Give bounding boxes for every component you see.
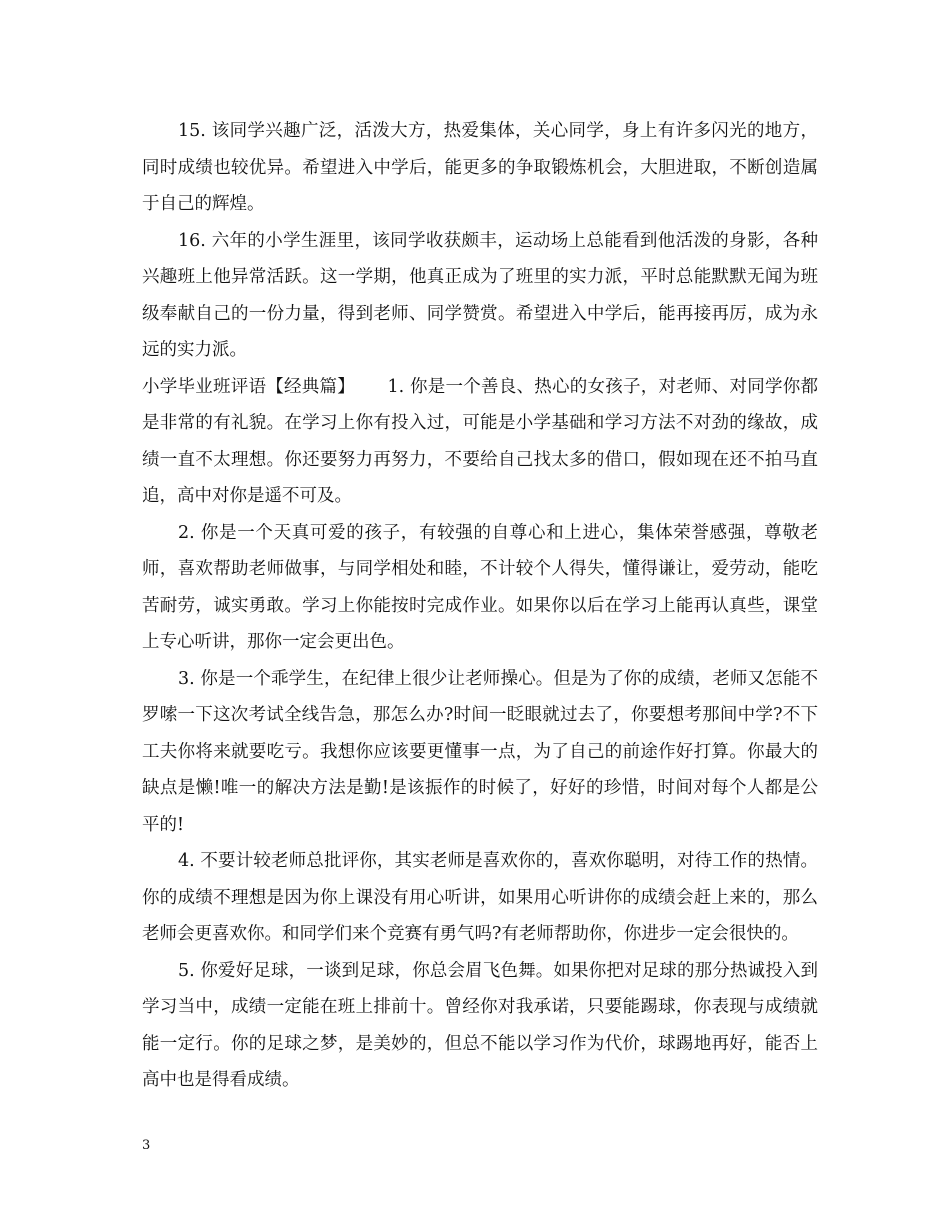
comment-paragraph-16: 16. 六年的小学生涯里，该同学收获颇丰，运动场上总能看到他活泼的身影，各种兴趣班上他异常活跃。这一学期，他真正成为了班里的实力派，平时总能默默无闻为班级奉献自己的一份力量，得到老师、同学赞赏。希望进入中学后，能再接再厉，成为永远的实力派。 — [142, 230, 818, 360]
classic-section-paragraph-1 — [142, 369, 818, 515]
comment-paragraph-4: 4. 不要计较老师总批评你，其实老师是喜欢你的，喜欢你聪明，对待工作的热情。你的成绩不理想是因为你上课没有用心听讲，如果用心听讲你的成绩会赶上来的，那么老师会更喜欢你。和同学们来个竞赛有勇气吗?有老师帮助你，你进步一定会很快的。 — [142, 851, 818, 944]
comment-paragraph-3: 3. 你是一个乖学生，在纪律上很少让老师操心。但是为了你的成绩，老师又怎能不罗嗦一下这次考试全线告急，那怎么办?时间一眨眼就过去了，你要想考那间中学?不下工夫你将来就要吃亏。我想你应该要更懂事一点，为了自己的前途作好打算。你最大的缺点是懒!唯一的解决方法是勤!是该振作的时候了，好好的珍惜，时间对每个人都是公平的! — [142, 668, 818, 835]
comment-paragraph-5: 5. 你爱好足球，一谈到足球，你总会眉飞色舞。如果你把对足球的那分热诚投入到学习当中，成绩一定能在班上排前十。曾经你对我承诺，只要能踢球，你表现与成绩就能一定行。你的足球之梦，是美妙的，但总不能以学习作为代价，球踢地再好，能否上高中也是得看成绩。 — [142, 960, 818, 1090]
document-body — [142, 113, 818, 1099]
comment-paragraph-2: 2. 你是一个天真可爱的孩子，有较强的自尊心和上进心，集体荣誉感强，尊敬老师，喜欢帮助老师做事，与同学相处和睦，不计较个人得失，懂得谦让，爱劳动，能吃苦耐劳，诚实勇敢。学习上你能按时完成作业。如果你以后在学习上能再认真些，课堂上专心听讲，那你一定会更出色。 — [142, 522, 818, 652]
page-number: 3 — [142, 1138, 151, 1153]
section-heading: 小学毕业班评语【经典篇】 — [142, 376, 347, 397]
comment-paragraph-15: 15. 该同学兴趣广泛，活泼大方，热爱集体，关心同学，身上有许多闪光的地方，同时成绩也较优异。希望进入中学后，能更多的争取锻炼机会，大胆进取，不断创造属于自己的辉煌。 — [142, 121, 818, 214]
comment-text-1: 1. 你是一个善良、热心的女孩子，对老师、对同学你都是非常的有礼貌。在学习上你有投入过，可能是小学基础和学习方法不对劲的缘故，成绩一直不太理想。你还要努力再努力，不要给自己找太多的借口，假如现在还不拍马直追，高中对你是遥不可及。 — [142, 376, 818, 506]
